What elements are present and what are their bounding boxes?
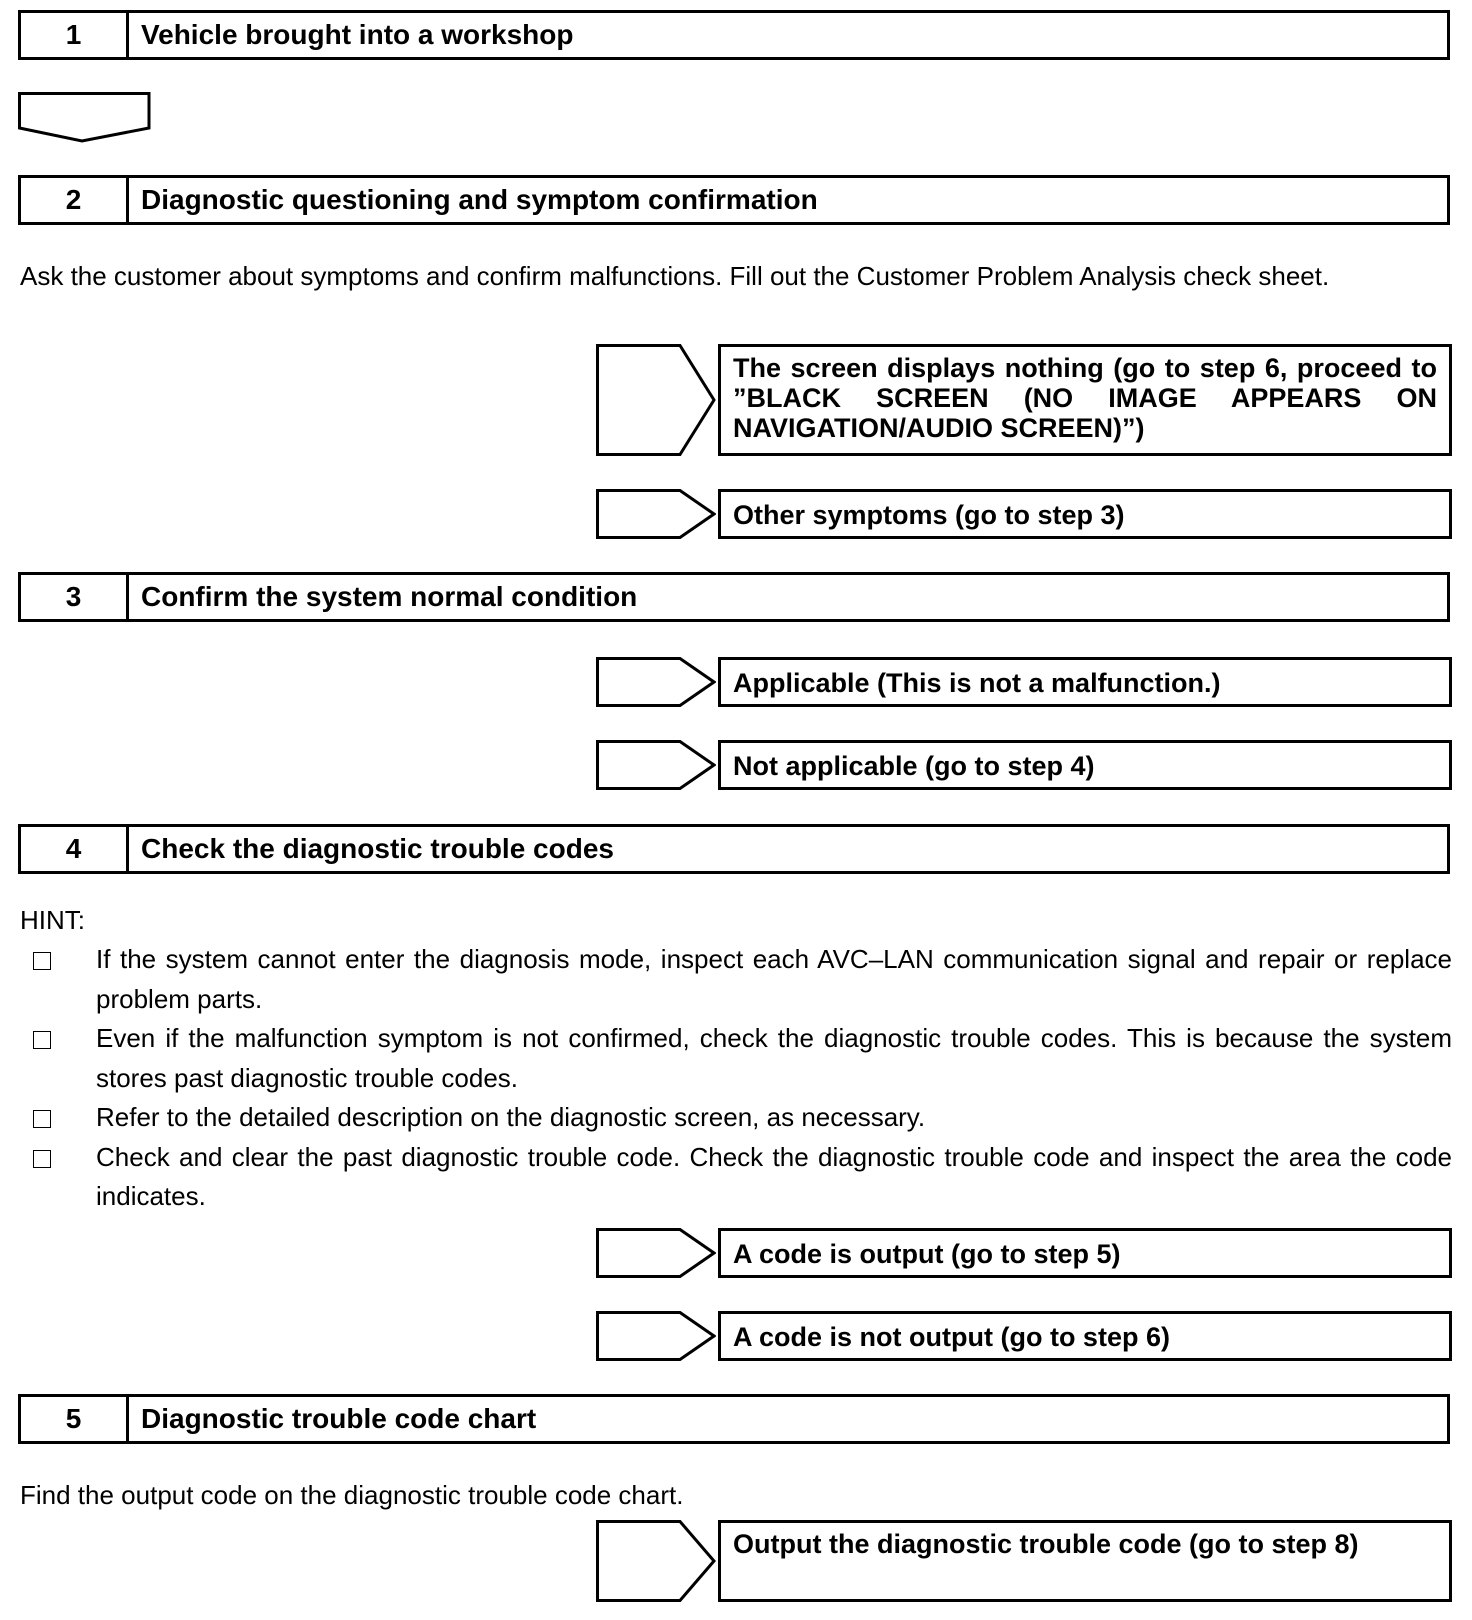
down-arrow-icon — [18, 92, 152, 144]
hint-item — [20, 1019, 1452, 1098]
branch-screen-displays-nothing[interactable] — [596, 344, 1452, 456]
branch-arrow-icon — [596, 1228, 716, 1278]
checkbox-bullet-icon — [33, 952, 51, 970]
hint-text: Check and clear the past diagnostic trouble code. Check the diagnostic trouble code and inspect the area the code indicates. — [96, 1141, 1452, 1211]
step-number: 5 — [21, 1397, 129, 1441]
hint-item — [20, 1098, 1452, 1138]
step-number: 1 — [21, 13, 129, 57]
checkbox-bullet-icon — [33, 1150, 51, 1168]
hint-list — [20, 940, 1452, 1217]
branch-result-label: Output the diagnostic trouble code (go to step 8) — [718, 1520, 1452, 1602]
step-title: Check the diagnostic trouble codes — [141, 833, 614, 864]
branch-result-label: Not applicable (go to step 4) — [718, 740, 1452, 790]
hint-text: Refer to the detailed description on the diagnostic screen, as necessary. — [96, 1102, 926, 1132]
hint-label: HINT: — [20, 905, 85, 935]
step-number: 2 — [21, 178, 129, 222]
hint-item — [20, 940, 1452, 1019]
step-title: Diagnostic questioning and symptom confirmation — [141, 184, 818, 215]
branch-result-label: Other symptoms (go to step 3) — [718, 489, 1452, 539]
branch-applicable[interactable] — [596, 657, 1452, 707]
branch-arrow-icon — [596, 489, 716, 539]
hint-item — [20, 1138, 1452, 1217]
step-1-header — [18, 10, 1450, 60]
branch-code-output[interactable] — [596, 1228, 1452, 1278]
checkbox-bullet-icon — [33, 1031, 51, 1049]
branch-result-label: Applicable (This is not a malfunction.) — [718, 657, 1452, 707]
step-number: 3 — [21, 575, 129, 619]
step-5-instructions: Find the output code on the diagnostic trouble code chart. — [20, 1480, 684, 1510]
checkbox-bullet-icon — [33, 1110, 51, 1128]
hint-text: Even if the malfunction symptom is not confirmed, check the diagnostic trouble codes. This is because the system stores past diagnostic trouble codes. — [96, 1023, 1452, 1093]
branch-arrow-icon — [596, 740, 716, 790]
step-title: Confirm the system normal condition — [141, 581, 638, 612]
step-4-header — [18, 824, 1450, 874]
step-title: Vehicle brought into a workshop — [141, 19, 574, 50]
branch-not-applicable[interactable] — [596, 740, 1452, 790]
step-2-instructions: Ask the customer about symptoms and confirm malfunctions. Fill out the Customer Problem Analysis check sheet. — [20, 261, 1330, 291]
branch-arrow-icon — [596, 1311, 716, 1361]
branch-code-not-output[interactable] — [596, 1311, 1452, 1361]
branch-arrow-icon — [596, 344, 716, 456]
step-3-header — [18, 572, 1450, 622]
step-5-header — [18, 1394, 1450, 1444]
branch-arrow-icon — [596, 1520, 716, 1602]
step-number: 4 — [21, 827, 129, 871]
branch-result-label: The screen displays nothing (go to step 6, proceed to ”BLACK SCREEN (NO IMAGE APPEARS ON NAVIGATION/AUDIO SCREEN)”) — [718, 344, 1452, 456]
branch-result-label: A code is not output (go to step 6) — [718, 1311, 1452, 1361]
step-title: Diagnostic trouble code chart — [141, 1403, 537, 1434]
branch-result-label: A code is output (go to step 5) — [718, 1228, 1452, 1278]
step-2-header — [18, 175, 1450, 225]
branch-arrow-icon — [596, 657, 716, 707]
branch-output-dtc[interactable] — [596, 1520, 1452, 1602]
branch-other-symptoms[interactable] — [596, 489, 1452, 539]
hint-text: If the system cannot enter the diagnosis mode, inspect each AVC–LAN communication signal and repair or replace problem parts. — [96, 944, 1452, 1014]
